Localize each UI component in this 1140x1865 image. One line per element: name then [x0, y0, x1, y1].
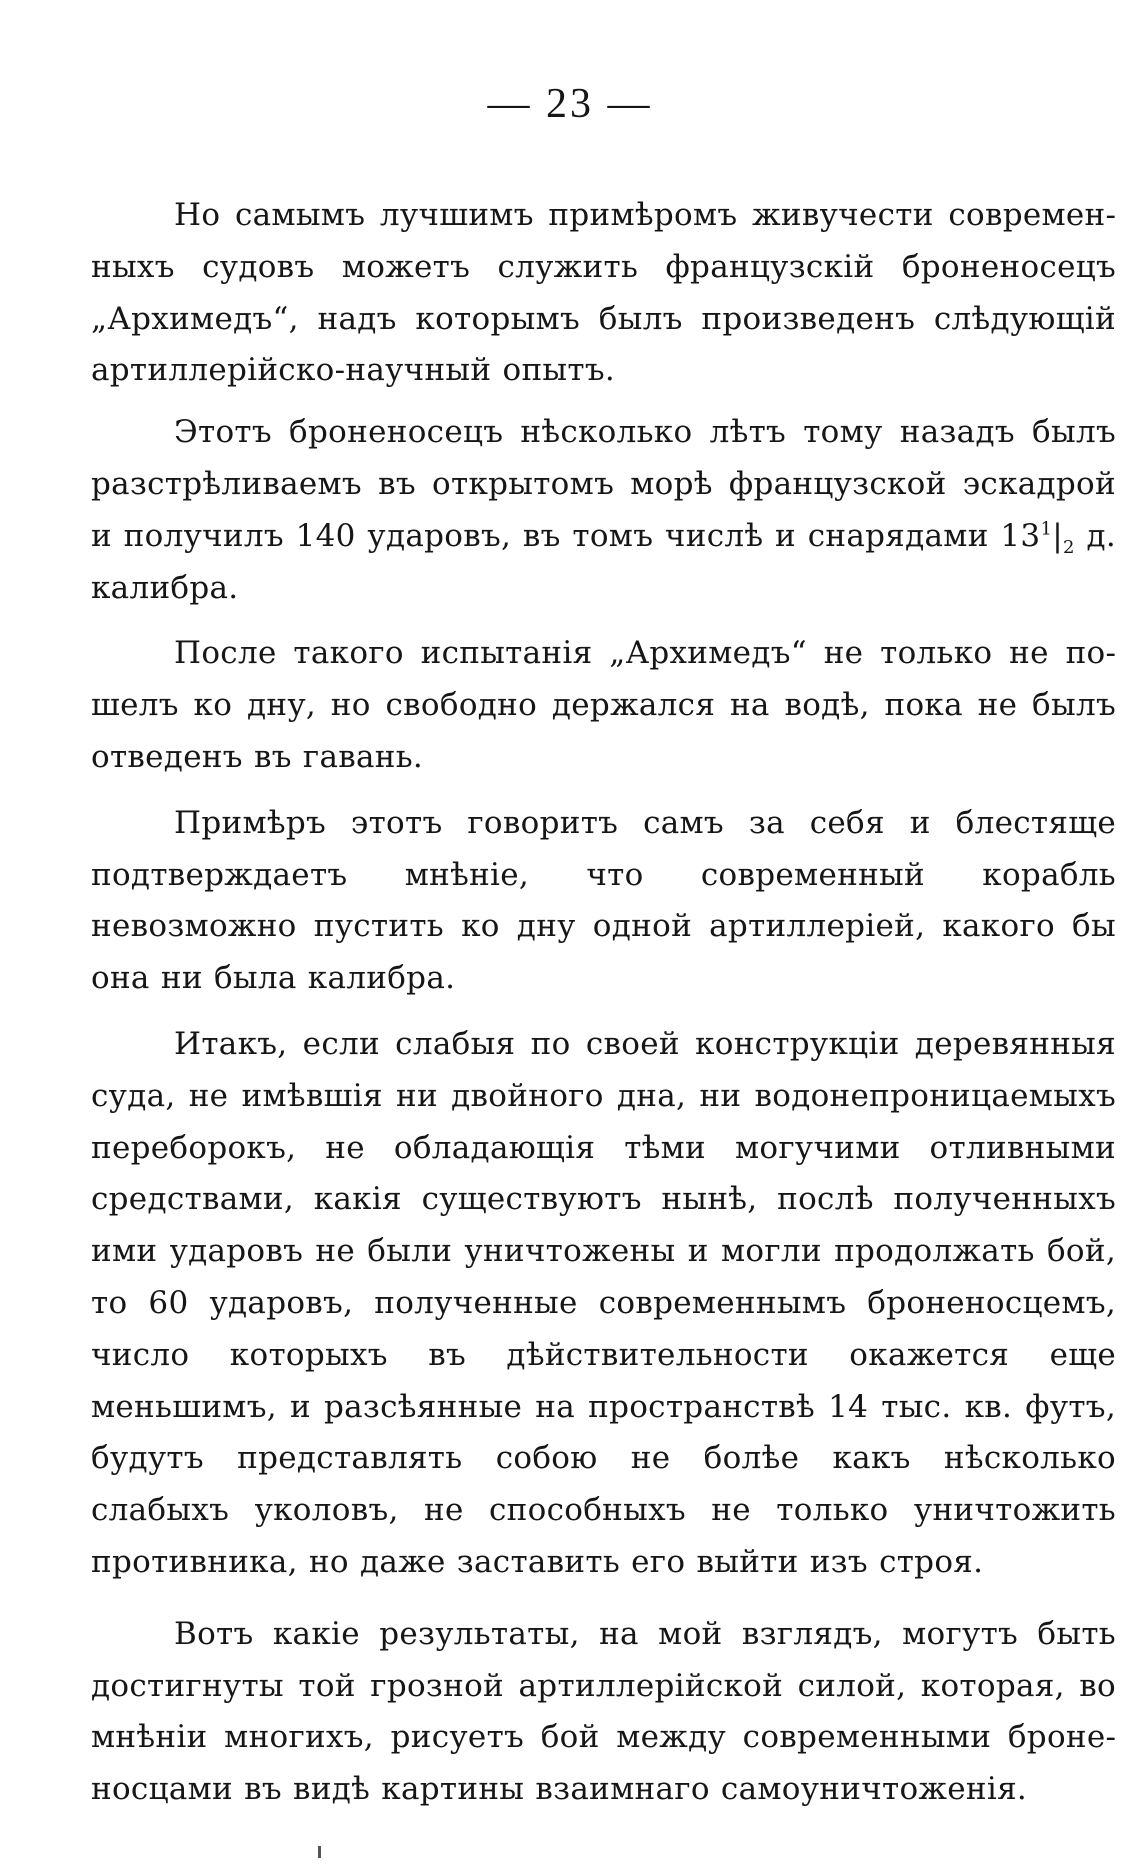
- page-body: [91, 190, 1116, 1816]
- paragraph-2: Этотъ броненосецъ нѣсколько лѣтъ тому назадъ былъ разстрѣливаемъ въ открытомъ морѣ французской эскадрой и получилъ 140 ударовъ, въ томъ числѣ и снарядами $13^1|_2$ д. калибра.: [91, 414, 1116, 606]
- paragraph-6: Вотъ какіе результаты, на мой взглядъ, могутъ быть достигнуты той грозной артиллерійской силой, которая, во мнѣніи многихъ, рисуетъ бой между современными броненосцами въ видѣ картины взаимнаго самоуничтоженія.: [91, 1615, 1116, 1808]
- print-speck: [318, 1846, 321, 1858]
- fraction-numerator: 1: [1040, 518, 1053, 540]
- paragraph-3: После такого испытанія „Архимедъ“ не только не пошелъ ко дну, но свободно держался на водѣ, пока не былъ отведенъ въ гавань.: [91, 635, 1116, 775]
- page-number: — 23 —: [487, 81, 653, 127]
- paragraph-4: Примѣръ этотъ говоритъ самъ за себя и блестяще подтверждаетъ мнѣніе, что современный корабль невозможно пустить ко дну одной артиллеріей, какого бы она ни была калибра.: [91, 804, 1116, 997]
- paragraph-1: Но самымъ лучшимъ примѣромъ живучести современныхъ судовъ можетъ служить французскій броненосецъ „Архимедъ“, надъ которымъ былъ произведенъ слѣдующій артиллерійско-научный опытъ.: [91, 197, 1116, 389]
- paragraph-5: Итакъ, если слабыя по своей конструкціи деревянныя суда, не имѣвшія ни двойного дна, ни водонепроницаемыхъ переборокъ, не обладающія тѣми могучими отливными средствами, какія существуютъ нынѣ, послѣ полученныхъ ими ударовъ не были уничтожены и могли продолжать бой, то 60 ударовъ, полученные современнымъ броненосцемъ, число которыхъ въ дѣйствительности окажется еще меньшимъ, и разсѣянные на пространствѣ 14 тыс. кв. футъ, будутъ представлять собою не болѣе какъ нѣсколько слабыхъ уколовъ, не способныхъ не только уничтожить противника, но даже заставить его выйти изъ строя.: [91, 1025, 1116, 1580]
- paragraph-2-tail: д. калибра.: [91, 517, 1116, 606]
- paragraph-2-text: Этотъ броненосецъ нѣсколько лѣтъ тому назадъ былъ разстрѣливаемъ въ открытомъ морѣ французской эскадрой и получилъ 140 ударовъ, въ томъ числѣ и снарядами 13: [91, 414, 1116, 554]
- fraction-denominator: 2: [1062, 536, 1075, 558]
